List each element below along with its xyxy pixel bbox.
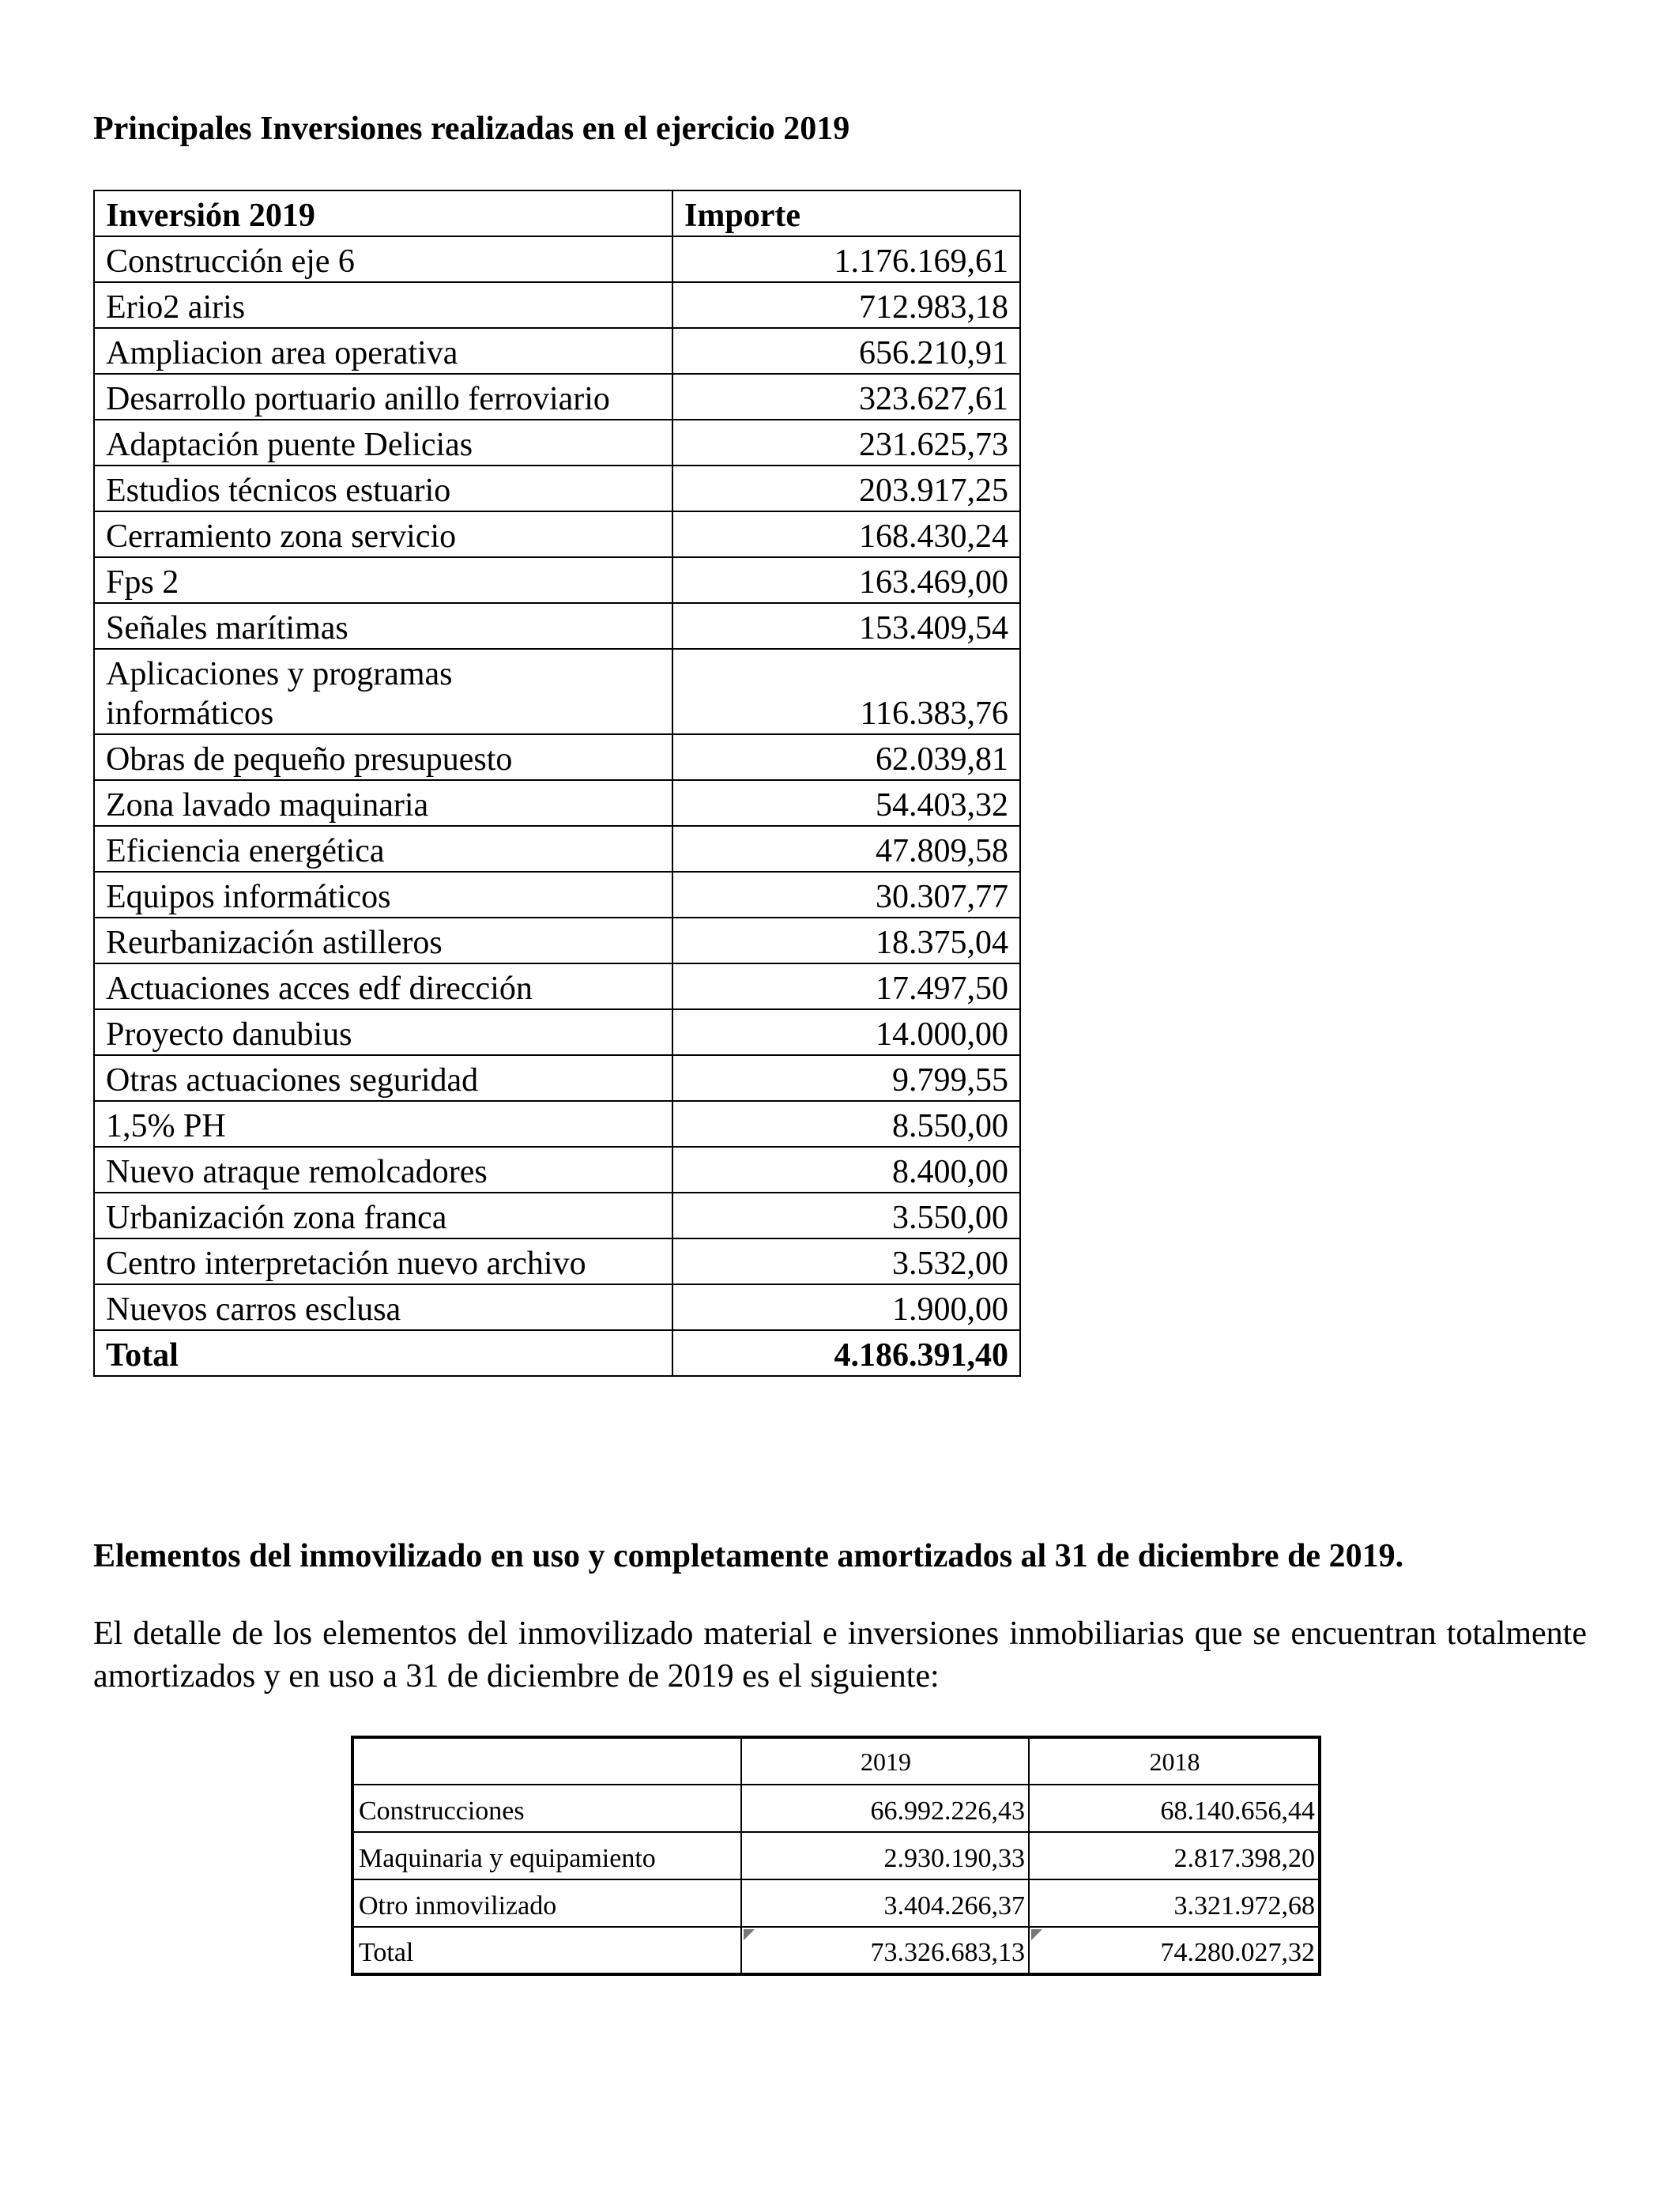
row-amount: 18.375,04 — [672, 918, 1020, 963]
table-row — [94, 963, 1020, 1009]
amortized-total-row — [352, 1927, 1320, 1974]
row-concept: Proyecto danubius — [94, 1009, 672, 1055]
row-concept: Otro inmovilizado — [352, 1879, 741, 1927]
investments-total-row — [94, 1330, 1020, 1376]
investments-title: Principales Inversiones realizadas en el ejercicio 2019 — [93, 111, 850, 147]
row-concept: Erio2 airis — [94, 282, 672, 328]
table-row — [352, 1785, 1320, 1832]
row-amount: 116.383,76 — [672, 649, 1020, 734]
row-concept: Construcciones — [352, 1785, 741, 1832]
row-amount: 323.627,61 — [672, 374, 1020, 420]
table-row — [94, 282, 1020, 328]
total-label: Total — [352, 1927, 741, 1974]
investments-header-row — [94, 190, 1020, 236]
row-amount: 1.176.169,61 — [672, 236, 1020, 282]
row-amount: 8.400,00 — [672, 1147, 1020, 1193]
row-amount: 47.809,58 — [672, 826, 1020, 872]
row-value-2018: 68.140.656,44 — [1029, 1785, 1320, 1832]
row-concept: Otras actuaciones seguridad — [94, 1055, 672, 1101]
row-amount: 62.039,81 — [672, 734, 1020, 780]
row-amount: 153.409,54 — [672, 603, 1020, 649]
row-concept: Nuevos carros esclusa — [94, 1284, 672, 1330]
row-amount: 1.900,00 — [672, 1284, 1020, 1330]
row-concept: Adaptación puente Delicias — [94, 420, 672, 466]
column-header-amount: Importe — [672, 190, 1020, 236]
row-value-2019: 2.930.190,33 — [741, 1832, 1029, 1879]
row-concept — [94, 649, 672, 734]
row-value-2019: 3.404.266,37 — [741, 1879, 1029, 1927]
row-concept: Ampliacion area operativa — [94, 328, 672, 374]
row-amount: 656.210,91 — [672, 328, 1020, 374]
row-concept: Equipos informáticos — [94, 872, 672, 918]
row-amount: 17.497,50 — [672, 963, 1020, 1009]
row-amount: 163.469,00 — [672, 557, 1020, 603]
row-concept-line: informáticos — [106, 696, 274, 732]
row-concept: Eficiencia energética — [94, 826, 672, 872]
total-amount: 4.186.391,40 — [672, 1330, 1020, 1376]
row-concept: Urbanización zona franca — [94, 1193, 672, 1238]
row-concept: Maquinaria y equipamiento — [352, 1832, 741, 1879]
table-row — [94, 236, 1020, 282]
table-row — [94, 1284, 1020, 1330]
table-row — [94, 1193, 1020, 1238]
row-amount: 8.550,00 — [672, 1101, 1020, 1147]
column-header-investment: Inversión 2019 — [94, 190, 672, 236]
row-amount: 712.983,18 — [672, 282, 1020, 328]
row-value-2018: 2.817.398,20 — [1029, 1832, 1320, 1879]
amortized-assets-table — [351, 1736, 1321, 1976]
table-row — [94, 557, 1020, 603]
row-concept: Nuevo atraque remolcadores — [94, 1147, 672, 1193]
table-row — [94, 603, 1020, 649]
investments-table — [93, 190, 1021, 1377]
total-value-2019 — [741, 1927, 1029, 1974]
row-concept: Obras de pequeño presupuesto — [94, 734, 672, 780]
table-row — [94, 872, 1020, 918]
row-amount: 14.000,00 — [672, 1009, 1020, 1055]
row-amount: 54.403,32 — [672, 780, 1020, 826]
row-concept: Desarrollo portuario anillo ferroviario — [94, 374, 672, 420]
amortized-header-row — [352, 1737, 1320, 1785]
table-row — [352, 1879, 1320, 1927]
table-row — [94, 374, 1020, 420]
amortized-assets-description: El detalle de los elementos del inmovilizado material e inversiones inmobiliarias que se encuentran totalmente amortizados y en uso a 31 de diciembre de 2019 es el siguiente: — [93, 1615, 1587, 1695]
cell-comment-marker — [1031, 1929, 1042, 1940]
row-amount: 203.917,25 — [672, 466, 1020, 511]
row-concept: Estudios técnicos estuario — [94, 466, 672, 511]
row-concept: Señales marítimas — [94, 603, 672, 649]
table-row — [94, 420, 1020, 466]
table-row — [352, 1832, 1320, 1879]
row-amount: 9.799,55 — [672, 1055, 1020, 1101]
table-row — [94, 511, 1020, 557]
row-amount: 168.430,24 — [672, 511, 1020, 557]
row-concept: Cerramiento zona servicio — [94, 511, 672, 557]
row-amount: 3.532,00 — [672, 1238, 1020, 1284]
column-header-2019: 2019 — [741, 1737, 1029, 1785]
table-row — [94, 1147, 1020, 1193]
total-label: Total — [94, 1330, 672, 1376]
row-concept: Fps 2 — [94, 557, 672, 603]
row-concept-line: Aplicaciones y programas — [106, 656, 453, 692]
table-row — [94, 826, 1020, 872]
cell-comment-marker — [744, 1929, 755, 1940]
row-amount: 30.307,77 — [672, 872, 1020, 918]
amortized-assets-title: Elementos del inmovilizado en uso y completamente amortizados al 31 de diciembre de 2019. — [93, 1538, 1404, 1574]
table-row — [94, 328, 1020, 374]
row-concept: Centro interpretación nuevo archivo — [94, 1238, 672, 1284]
row-concept: Actuaciones acces edf dirección — [94, 963, 672, 1009]
row-amount: 3.550,00 — [672, 1193, 1020, 1238]
row-concept: 1,5% PH — [94, 1101, 672, 1147]
table-row — [94, 918, 1020, 963]
table-row — [94, 1101, 1020, 1147]
table-row — [94, 466, 1020, 511]
row-value-2019: 66.992.226,43 — [741, 1785, 1029, 1832]
table-row — [94, 780, 1020, 826]
table-row — [94, 1238, 1020, 1284]
row-concept: Zona lavado maquinaria — [94, 780, 672, 826]
row-concept: Reurbanización astilleros — [94, 918, 672, 963]
row-concept: Construcción eje 6 — [94, 236, 672, 282]
total-value-2018-text: 74.280.027,32 — [1160, 1938, 1315, 1967]
table-row — [94, 649, 1020, 734]
table-row — [94, 1009, 1020, 1055]
row-amount: 231.625,73 — [672, 420, 1020, 466]
total-value-2018 — [1029, 1927, 1320, 1974]
total-value-2019-text: 73.326.683,13 — [870, 1938, 1025, 1967]
row-value-2018: 3.321.972,68 — [1029, 1879, 1320, 1927]
column-header-blank — [352, 1737, 741, 1785]
table-row — [94, 1055, 1020, 1101]
table-row — [94, 734, 1020, 780]
column-header-2018: 2018 — [1029, 1737, 1320, 1785]
